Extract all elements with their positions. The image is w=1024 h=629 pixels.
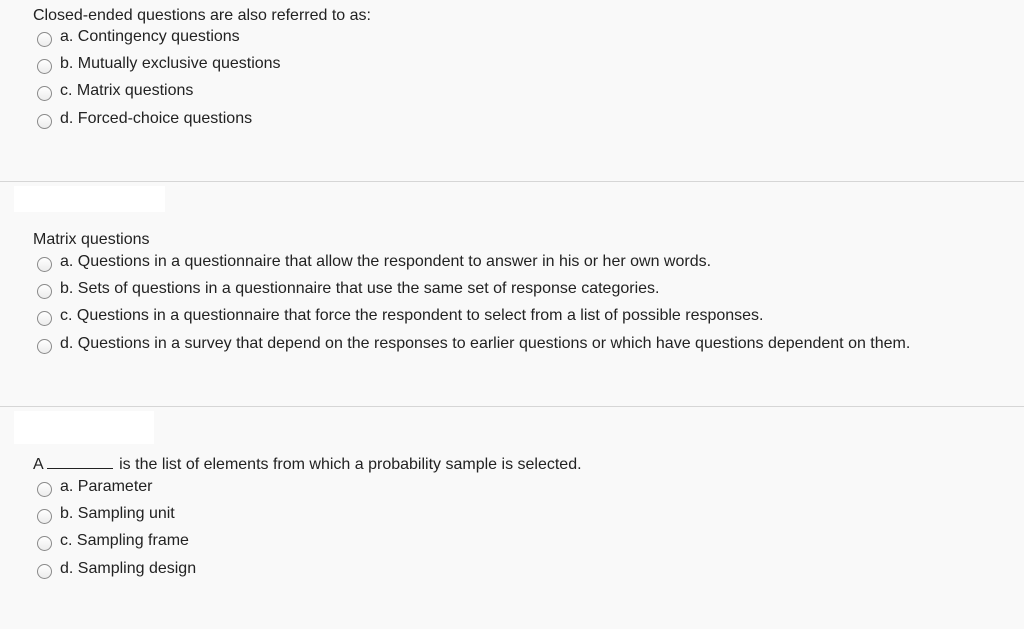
question-3-prompt [33,455,582,475]
question-3-option-c[interactable] [37,530,189,552]
option-label: c. Matrix questions [60,82,194,99]
blank-panel [14,186,165,212]
radio-button[interactable] [37,536,52,551]
question-1-option-a[interactable] [37,26,240,48]
radio-button[interactable] [37,86,52,101]
question-1-option-c[interactable] [37,80,193,102]
radio-button[interactable] [37,564,52,579]
question-1-option-d[interactable] [37,108,252,130]
question-1-prompt: Closed-ended questions are also referred to as: [33,7,371,24]
option-label: a. Contingency questions [60,28,240,45]
option-label: c. Sampling frame [60,532,189,549]
question-2-prompt: Matrix questions [33,231,150,248]
radio-button[interactable] [37,339,52,354]
radio-button[interactable] [37,114,52,129]
section-divider [0,406,1024,407]
option-label: b. Mutually exclusive questions [60,55,281,72]
question-2-option-c[interactable] [37,305,764,327]
option-label: a. Questions in a questionnaire that allow the respondent to answer in his or her own words. [60,253,712,270]
radio-button[interactable] [37,482,52,497]
prompt-prefix: A [33,456,44,473]
prompt-suffix: is the list of elements from which a probability sample is selected. [119,456,582,473]
option-label: b. Sampling unit [60,505,175,522]
question-3-option-a[interactable] [37,476,152,498]
radio-button[interactable] [37,59,52,74]
option-label: c. Questions in a questionnaire that force the respondent to select from a list of possible responses. [60,307,764,324]
option-label: a. Parameter [60,478,153,495]
radio-button[interactable] [37,284,52,299]
question-1-option-b[interactable] [37,53,281,75]
radio-button[interactable] [37,509,52,524]
question-2-option-d[interactable] [37,333,910,355]
radio-button[interactable] [37,311,52,326]
option-label: d. Questions in a survey that depend on the responses to earlier questions or which have questions dependent on them. [60,335,911,352]
radio-button[interactable] [37,32,52,47]
option-label: b. Sets of questions in a questionnaire that use the same set of response categories. [60,280,660,297]
question-3-option-d[interactable] [37,558,196,580]
blank-panel [14,411,154,444]
option-label: d. Forced-choice questions [60,110,253,127]
section-divider [0,181,1024,182]
fill-in-blank [47,456,113,469]
question-3-option-b[interactable] [37,503,175,525]
question-2-option-a[interactable] [37,251,711,273]
option-label: d. Sampling design [60,560,197,577]
radio-button[interactable] [37,257,52,272]
question-2-option-b[interactable] [37,278,659,300]
